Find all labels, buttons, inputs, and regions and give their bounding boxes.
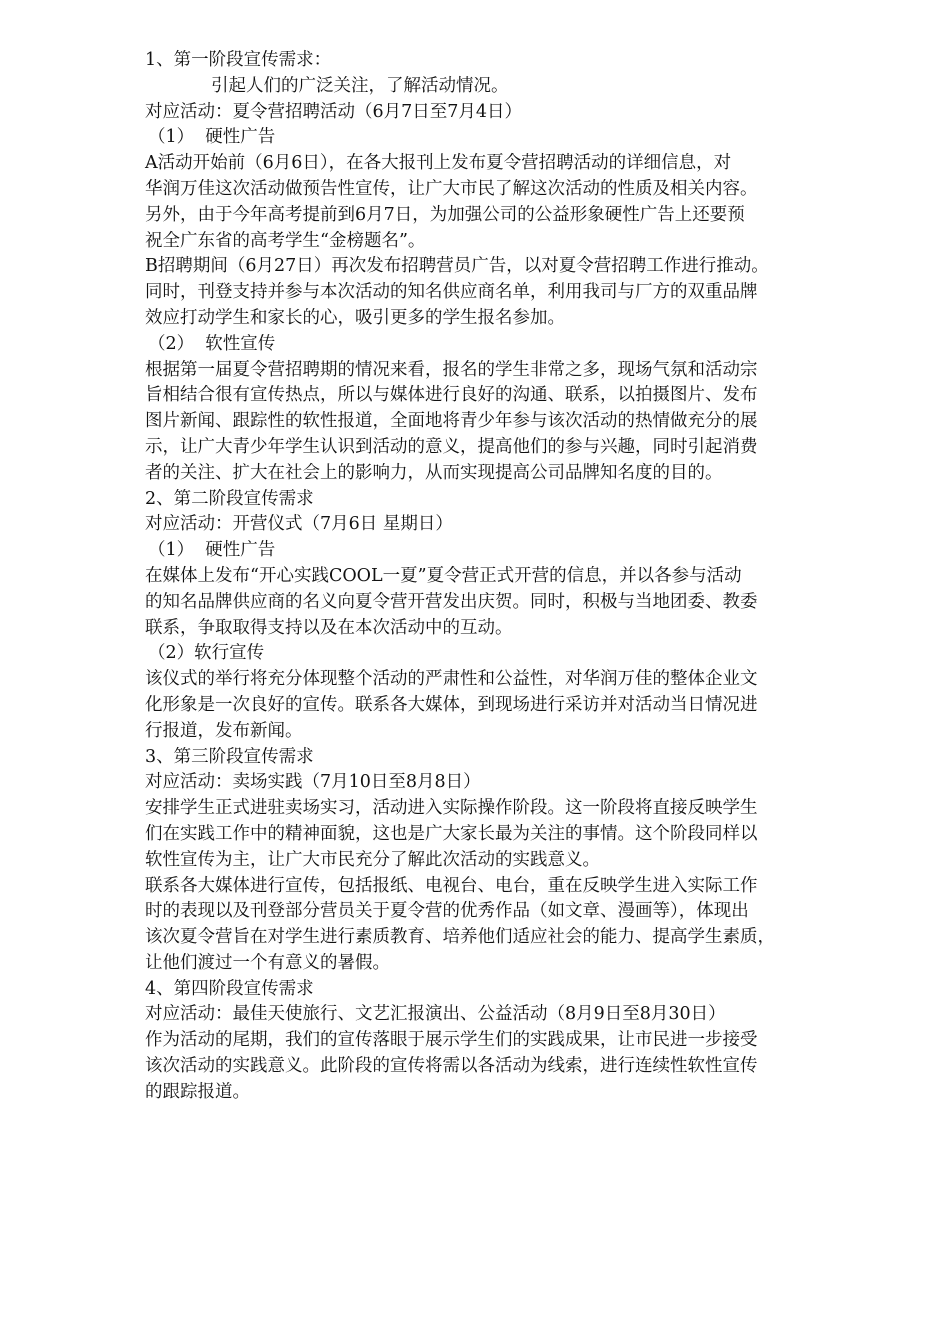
text-line: B招聘期间（6月27日）再次发布招聘营员广告，以对夏令营招聘工作进行推动。 [145,256,769,277]
text-line: 2、第二阶段宣传需求 [145,488,314,509]
text-line: 在媒体上发布“开心实践COOL一夏”夏令营正式开营的信息，并以各参与活动 [145,565,742,586]
text-line: 化形象是一次良好的宣传。联系各大媒体，到现场进行采访并对活动当日情况进 [145,694,758,715]
text-line: 旨相结合很有宣传热点，所以与媒体进行良好的沟通、联系，以拍摄图片、发布 [145,385,758,406]
text-line: A活动开始前（6月6日），在各大报刊上发布夏令营招聘活动的详细信息，对 [145,153,732,174]
text-line: 安排学生正式进驻卖场实习，活动进入实际操作阶段。这一阶段将直接反映学生 [145,798,758,819]
text-line: 对应活动：开营仪式（7月6日 星期日） [145,514,453,535]
text-line: 联系，争取取得支持以及在本次活动中的互动。 [145,617,513,638]
text-line: 行报道，发布新闻。 [145,720,303,741]
text-line: 联系各大媒体进行宣传，包括报纸、电视台、电台，重在反映学生进入实际工作 [145,875,758,896]
text-line: 1、第一阶段宣传需求： [145,50,332,70]
document-body [145,48,888,1106]
text-line: 华润万佳这次活动做预告性宣传，让广大市民了解这次活动的性质及相关内容。 [145,178,758,199]
text-line: 作为活动的尾期，我们的宣传落眼于展示学生们的实践成果，让市民进一步接受 [145,1030,758,1051]
text-line: 对应活动：夏令营招聘活动（6月7日至7月4日） [145,101,523,122]
text-line: （1） 硬性广告 [148,540,276,561]
text-line: 同时，刊登支持并参与本次活动的知名供应商名单，利用我司与厂方的双重品牌 [145,282,758,303]
text-line: （1） 硬性广告 [148,127,276,148]
text-line: 效应打动学生和家长的心，吸引更多的学生报名参加。 [145,307,565,328]
text-line: 祝全广东省的高考学生“金榜题名”。 [145,230,426,251]
text-line: 的知名品牌供应商的名义向夏令营开营发出庆贺。同时，积极与当地团委、教委 [145,591,758,612]
text-line: 图片新闻、跟踪性的软性报道，全面地将青少年参与该次活动的热情做充分的展 [145,411,758,432]
text-line: 该仪式的举行将充分体现整个活动的严肃性和公益性，对华润万佳的整体企业文 [145,669,758,690]
text-line: 对应活动：最佳天使旅行、文艺汇报演出、公益活动（8月9日至8月30日） [145,1004,726,1025]
text-line: 示，让广大青少年学生认识到活动的意义，提高他们的参与兴趣，同时引起消费 [145,436,758,457]
text-line: 引起人们的广泛关注，了解活动情况。 [211,75,509,96]
text-line: 3、第三阶段宣传需求 [145,746,314,767]
text-line: 让他们渡过一个有意义的暑假。 [145,952,390,973]
text-line: 该次活动的实践意义。此阶段的宣传将需以各活动为线索，进行连续性软性宣传 [145,1056,758,1077]
text-line: 的跟踪报道。 [145,1081,250,1102]
text-line: 软性宣传为主，让广大市民充分了解此次活动的实践意义。 [145,849,600,870]
text-line: （2） 软性宣传 [148,333,276,354]
text-line: 者的关注、扩大在社会上的影响力，从而实现提高公司品牌知名度的目的。 [145,462,723,483]
text-line: 该次夏令营旨在对学生进行素质教育、培养他们适应社会的能力、提高学生素质， [145,927,775,948]
text-line: 根据第一届夏令营招聘期的情况来看，报名的学生非常之多，现场气氛和活动宗 [145,359,758,380]
text-line: 们在实践工作中的精神面貌，这也是广大家长最为关注的事情。这个阶段同样以 [145,823,758,844]
text-line: 4、第四阶段宣传需求 [145,978,314,999]
text-line: 对应活动：卖场实践（7月10日至8月8日） [145,772,481,793]
text-line: （2）软行宣传 [148,643,265,664]
text-line: 时的表现以及刊登部分营员关于夏令营的优秀作品（如文章、漫画等），体现出 [145,901,749,922]
text-line: 另外，由于今年高考提前到6月7日，为加强公司的公益形象硬性广告上还要预 [145,204,745,225]
